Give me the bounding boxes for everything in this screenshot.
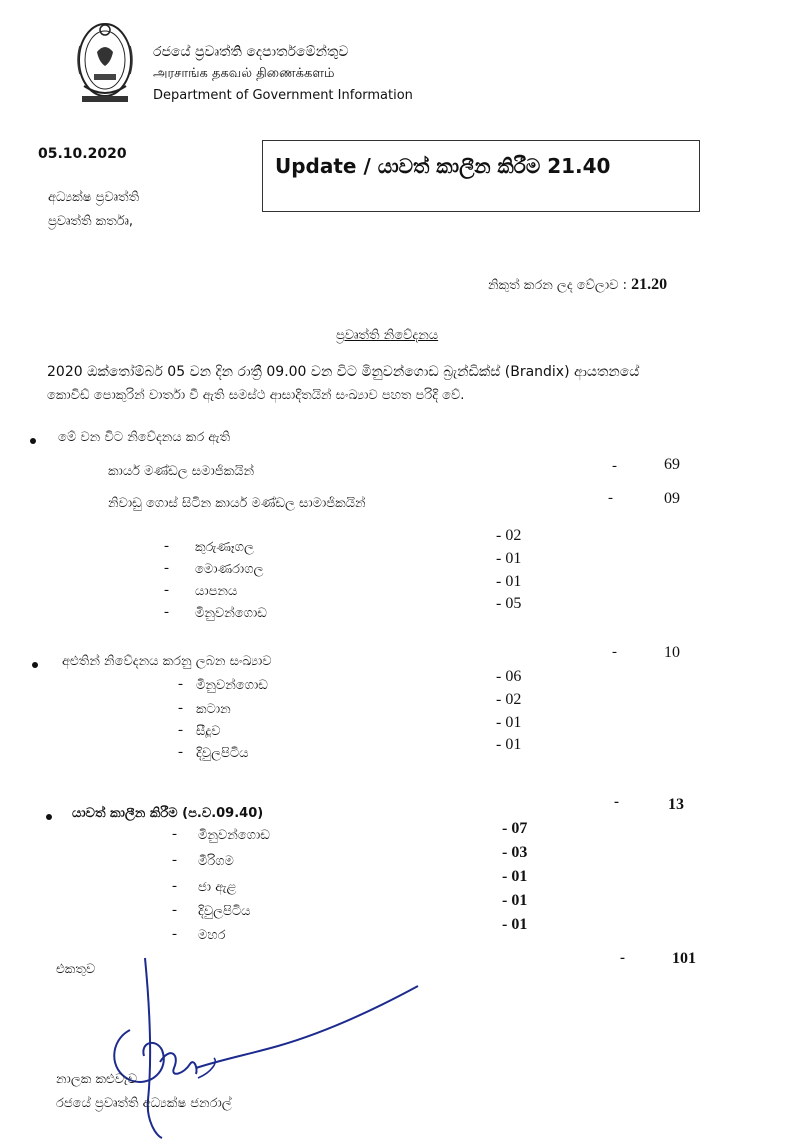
list-item-label: දිවුලපිටිය	[196, 746, 249, 761]
bullet	[30, 438, 36, 444]
bullet	[32, 662, 38, 668]
release-time-value: 21.20	[631, 276, 668, 293]
list-item-value: - 01	[496, 550, 522, 567]
list-item-value: - 06	[496, 668, 522, 685]
department-sinhala: රජයේ ප්‍රවෘත්ති දෙපාර්තමේන්තුව	[153, 44, 349, 60]
list-item-label: මිනුවන්ගොඩ	[195, 606, 267, 621]
list-dash: -	[178, 744, 183, 760]
list-item-label: මීරිගම	[198, 854, 234, 869]
list-dash: -	[172, 826, 177, 842]
list-item-value: - 01	[502, 916, 528, 933]
section3-title: යාවත් කාලීන කිරීම (ප.ව.09.40)	[72, 806, 264, 821]
list-item-label: මහර	[198, 928, 226, 943]
list-item-value: - 02	[496, 691, 522, 708]
government-emblem-icon	[72, 16, 138, 106]
total-dash: -	[620, 950, 625, 966]
list-item-label: මොණරාගල	[195, 562, 264, 577]
release-time-label: නිකුත් කරන ලද වේලාව :	[488, 278, 632, 293]
list-item-label: මිනුවන්ගොඩ	[196, 678, 268, 693]
list-dash: -	[172, 878, 177, 894]
list-dash: -	[164, 560, 169, 576]
signature-icon	[100, 950, 520, 1140]
staff-label: කාර්ය මණ්ඩල සමාජිකයින්	[108, 464, 255, 479]
list-dash: -	[164, 604, 169, 620]
list-item-label: සීදූව	[196, 724, 221, 739]
department-english: Department of Government Information	[153, 88, 413, 103]
list-item-value: - 03	[502, 844, 528, 861]
staff-value: 69	[664, 456, 680, 473]
staff-dash: -	[612, 458, 617, 474]
list-item-label: කුරුණෑගල	[195, 540, 254, 555]
list-item-label: ජා ඇළ	[198, 880, 237, 895]
update-box	[262, 140, 700, 212]
list-item-value: - 02	[496, 527, 522, 544]
recipient-line: ප්‍රවෘත්ති කර්තෘ,	[48, 214, 134, 229]
list-dash: -	[164, 538, 169, 554]
list-item-value: - 01	[496, 573, 522, 590]
section3-dash: -	[614, 794, 619, 810]
section1-title: මේ වන විට නිවේදනය කර ඇති	[58, 430, 231, 445]
section2-title: අළුතින් නිවේදනය කරනු ලබන සංඛ්‍යාව	[62, 654, 272, 669]
list-item-value: - 07	[502, 820, 528, 837]
list-item-value: - 01	[502, 868, 528, 885]
intro-line: 2020 ඔක්තෝම්බර් 05 වන දින රාත්‍රී 09.00 වන විට මිනුවන්ගොඩ බ්‍රැන්ඩික්ස් (Brandix) ආයතනයේ	[47, 364, 640, 380]
list-item-value: - 05	[496, 595, 522, 612]
signatory-name: නාලක කළුවැව	[56, 1072, 138, 1087]
list-item-label: මිනුවන්ගොඩ	[198, 828, 270, 843]
list-item-value: - 01	[502, 892, 528, 909]
bullet	[46, 814, 52, 820]
total-value: 101	[672, 950, 696, 967]
update-text: Update / යාවත් කාලීන කිරීම 21.40	[275, 154, 611, 178]
recipient-line: අධ්‍යක්ෂ ප්‍රවෘත්ති	[48, 190, 140, 205]
list-item-label: කටාන	[196, 702, 231, 717]
section2-dash: -	[612, 644, 617, 660]
page-heading: ප්‍රවෘත්ති නිවේදනය	[336, 328, 439, 343]
leave-staff-label: නිවාඩු ගොස් සිටින කාර්ය මණ්ඩල සාමාජිකයින්	[108, 496, 366, 511]
total-label: එකතුව	[56, 962, 96, 977]
list-dash: -	[178, 700, 183, 716]
list-dash: -	[178, 722, 183, 738]
list-dash: -	[178, 676, 183, 692]
list-item-value: - 01	[496, 736, 522, 753]
list-dash: -	[172, 926, 177, 942]
list-dash: -	[172, 902, 177, 918]
release-time	[488, 274, 667, 294]
list-dash: -	[164, 582, 169, 598]
list-item-label: දිවුලපිටිය	[198, 904, 251, 919]
list-item-value: - 01	[496, 714, 522, 731]
list-dash: -	[172, 852, 177, 868]
leave-staff-value: 09	[664, 490, 680, 507]
release-date: 05.10.2020	[38, 146, 127, 162]
section3-total: 13	[668, 796, 684, 813]
intro-line: කොවිඩ් පොකුරින් වාර්තා වී ඇති සමස්ථ ආසාදිතයින් සංඛ්‍යාව පහත පරිදි වේ.	[47, 388, 465, 403]
list-item-label: යාපනය	[195, 584, 238, 599]
leave-staff-dash: -	[608, 490, 613, 506]
department-tamil: அரசாங்க தகவல் திணைக்களம்	[153, 66, 335, 81]
signatory-title: රජයේ ප්‍රවෘත්ති අධ්‍යක්ෂ ජනරාල්	[56, 1096, 232, 1111]
section2-total: 10	[664, 644, 680, 661]
